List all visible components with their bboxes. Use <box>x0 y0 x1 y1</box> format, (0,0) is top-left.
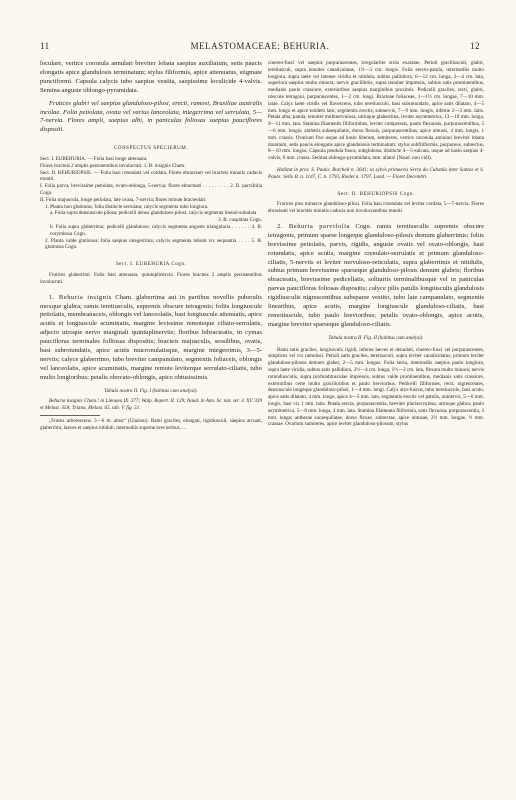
key-line: a. Folia supra densiuscule pilosa; pedicelli denso glanduloso-pilosi; calycis segmenta lineari-subulata <box>50 210 257 217</box>
species-name: 1. Behuria insignis <box>49 293 112 301</box>
species-name: 2. Behuria parvifolia <box>277 222 350 230</box>
key-line: II. Folia majuscula, longe petiolata, late ovata, 7-nervia; flores minute bracteolati. <box>40 196 207 203</box>
habitat: Habitat in prov. S. Paulo: Burchell n. 3641; in sylvis primaevis Serra do Cubatão inter Santos et S. Paulo: Sello B. n. 1147, C. n. 1793, Riedel n. 1797, Lund. — Floret Decembri. <box>268 166 484 180</box>
key-line: Sect. I. EUBEHURIA. — Folia basi longe attenuata. <box>40 156 148 163</box>
key-line: Flores bracteis 2 amplis persistentibus involucrati. 1. B. insignis Cham. <box>40 162 186 169</box>
genus-description-end: loculare, vertice coronula annulari breviter lobata saepius auxiliatum, setis paucis elongatis apice glandulosis terminatum; stylus filiformis, apice attenuatus, stigmate punctiformi. Capsula calycis tubo saepius vestita, saepissime loculicide 4-valvis. Semina anguste oblongo-pyramidata. <box>40 60 262 94</box>
detailed-description: Rami satis graciles, longiusculi, rigidi, inferne laeves et denudati, cinereo-fusci vel purpurascentes, simplices vel vix ramulosi. Petioli satis graciles, teretiusculi, supra leviter canaliculatus, primum leviter glanduloso-pilosus demum glaber, 2—5 mm. longus. Folia secta, internodiis saepius paulo longiora, supra laete viridia, subtus satis pallidiora, 2½—4 cm. longa, 1½—2 cm. lata, flexura multo minora; nervis rotundiusculis, supra profunditusculae impressis, subtus valde prominentibus, medianis satis crassiore, exterioribus certe multo gracilioribus et paulo breviorbus. Pedicelli filiformes, recti, nigrescentes, densiuscule longeque glanduloso-pilosi, 1—4 mm. longi. Calyx atro-fuscus, tubo teretiusculo, basi acuto, apice satis dilatato, 4 mm. longo, apice 4—5 mm. lato, segmentis erectis vel patulis, uninervis, 5—6 mm. longis, basi vix 1 mm. latis. Petala erecta, purpurascentia, breviter pluriservulosa, utrinque glabra, paulo asymmetrica, 5—8 mm. longa, 4 mm. lata. Stamina filamenta filiformia, satis flexuosa, purpurascentia, 3 mm. longa; antherae sucaequilatae, dorso flexae, subrectae, apice obtusae, 2½ mm. longae, ½ mm. crassae. Ovarium sumiteres, apice leviter glanduloso-pilosum; stylus <box>268 346 484 428</box>
conspectus-heading: CONSPECTUS SPECIERUM. <box>113 145 189 152</box>
detailed-description: „Frutex arborescens. 5—6 m. altus“ (Glaziou). Rami graciles, elongati, rigidiusculi, saepius arcuati, glaberrimi, laeves et saepius nitiduli, internodiis superne brevioribus, ... <box>40 418 262 431</box>
right-column <box>268 60 484 792</box>
section-description: Frutices glaberrimi. Folia basi attenuata, quintuplinervia. Flores bracteis 2 amplis persistentibus involucrati. <box>40 272 262 285</box>
genus-habit: Frutices glabri vel saepius glanduloso-pilosi, erecti, ramosi, Brasiliae australis incolae. Folia petiolata, ovata vel varius lanceolata, integerrima vel serrulata, 5—7-nervia. Flores ampli, saepius albi, in paniculas foliosas saepius pauciflores dispositi. <box>40 99 262 134</box>
plate-reference: Tabula nostra II. Fig. I (habitus cum analysi). <box>104 387 198 394</box>
key-line: 2. Planta valde glutinosa; folia saepius integerrima; calycis segmenta tubum vix sequantia . . . . 5. B. glutinosa Cogn. <box>45 237 262 251</box>
left-column <box>40 60 262 792</box>
plate-reference: Tabula nostra II. Fig. II (habitus cum analysi). <box>328 334 424 341</box>
running-header <box>40 41 480 53</box>
section-heading: Sect. II. BEHURIOPSIS Cogn. <box>337 190 415 197</box>
synonymy: Behuria insignis Cham.! in Linnaea IX. 377; Walp. Repert. II. 129; Naud. in Ann. Sc. nat. ser. 3. XV. 339 et Melast. 358; Triana, Melast. 65. tab. V. fig. 51. <box>40 398 262 412</box>
section-heading: Sect. I. EUBEHURIA Cogn. <box>115 261 187 268</box>
running-title: MELASTOMACEAE: BEHURIA. <box>190 41 330 51</box>
key-line: b. Folia supra glaberrima; pedicelli glanduloso; calycis segmenta anguste triangularia . . . . . . 4. B. corymbosa Cogn. <box>50 224 262 237</box>
key-line: 1. Planta non glutinosa; folia distincte serrulata; calycis segmenta tubo longiora. <box>45 203 209 210</box>
key-line: I. Folia parva, brevissime petiolata, ovato-oblonga, 5-nervia; flores ebracteati . . . . . . . . . 2. B. parvifolia Cogn. <box>40 183 262 197</box>
page-number-left: 11 <box>40 41 50 51</box>
page-number-right: 12 <box>470 41 480 51</box>
key-line: Sect. II. BEHURIOPSIS. — Folia basi rotundata vel cordata. Flores ebracteati vel bracteis minutis caducis muniti. <box>40 169 262 183</box>
detailed-description-cont: cinereo-fusci vel saepius purpurascentes, irregulariter striis exaratae. Petioli graciliusculi, glabri, teretiusculi, supra tenuiter canaliculatae, 1½—3 cm. longis. Folia erecto-patula, intermediis multo longiora, supra laete vel intense viridia et nitidula, subtus pallidiora, 6—12 cm. longa, 2—4 cm. lata, superiora saepius multo minora; nervis gracillimis, supra tenuiter impressis, subtus satis prominentibus, medianis paulo crassiore, exterioribus saepius marginibus proximis. Pedicelli graciles, recti, glabri, obscure tetragoni, purpurascentes, 1—2 cm. longi. Bracteae foliaceae, 1—1½ cm. longae, 7—10 mm. latae. Calyx laete viridis vel flavescens, tubo teretiusculo, basi subrotundato, apice satis dilatato, 4—5 mm. longo et apice totidem lato; segmentis erectis, subnervis, 7—9 mm. longis, inferne 2—3 mm. latis. Petala alba, patula, tenuiter multinervulosa, utrinque glaberrima, leviter asymmetrica, 13—18 mm. longa, 9—11 mm. lata. Stamina filamentis filiformibus, leviter compressis, paulo flexuosis, purpurascentibus, 5—6 mm. longis; antheris subaequilatis, dorso flexuis, purpurascentibus, apice obtusis, 4 mm. longis, 1 mm. crassis. Ovarium five usque ad basin liberum, semiteres, vertice coronula annulari breviter lobata munitum, setis paucis elongatis apice glandulosis terminatum; stylus subfiliformis, purpureus, subrectus, 8—10 mm. longus. Capsula pendula fusca, subglobosa, distincte 4—5-sulcata, usque ad basin saepius 4-valvis, 6 mm. crassa. Semina oblongo-pyramidata, mm. aliata! (Naud. non vidi). <box>268 60 484 162</box>
species-description: 1. Behuria insignis Cham. glaberrima aut in partibus novellis puberulis moxque glabra; ramis teretiusculis, supremis obscure tetragonis; foliis longiuscule petiolatis, membranaceis, oblongis vel lanceolatis, basi longiuscule attenuatis, apice acutis et longiuscule acuminatis, margine levissime remoteque ciliato-serrulatis, adjecto utroque nervo marginali quintuplinerviis; floribus bibracteatis, in cymas paucifloras terminales folliosas dispositis; bracteis majusculis, sessilibus, ovatis, basi subrotundatis, apice acutis mucronulatisque, margine integerrimis, 3—5-nerviis; calyce glaberrimo, tubo breviter campanulato, segmentis foliaceis, oblongis vel lanceolatis, apice acuminatis, margine remote leviterque serrulato-ciliatis, tubo multo longioribus; petalis obovato-oblongis, apice obtusissimis. <box>40 293 262 381</box>
species-description: 2. Behuria parvifolia Cogn. ramis teretiusculis supremis obscure tetragonis, primum sparse longeque glanduloso-pilosis demum glaberrimis; foliis brevissime petiolatis, parvis, rigidis, anguste ovatis vel ovato-oblongis, basi rotundatis, apice acutis, margine crenulato-serrulatis et primum glanduloso-ciliatis, 5-nerviis et leviter nervuloso-reticulatis, supra glaberrimis et nitidulis, subtus primum breviusime sparseque glanduloso-pilosis demum glabris; floribus ebracteatis, breviusime pedicellatis, solitariis terminalibusque vel in paniculas parvas paucifloras foliosas dispositis; calyce pilis patulis longiusculis glandulosis rigidiusculis nigrescentibus subsparse vestito, tubo late campanulato, segmentis linearibus, apice acutis, margine longiuscule glanduloso-ciliatis, basi remotiuscule, tubo paulo brevioribus; petalis ovato-oblongis, apice acutis, margine breviter sparseque glanduloso-ciliatis. <box>268 222 484 328</box>
section-description: Frutices plus minusve glanduloso-pilosi. Folia basi rotundata vel leviter cordata, 5—7-nervia. Flores ebracteati vel bracteis minutis caducis non involucrantibus muniti. <box>268 201 484 215</box>
key-line: 3. B. cuspidata Cogn. <box>218 217 262 224</box>
